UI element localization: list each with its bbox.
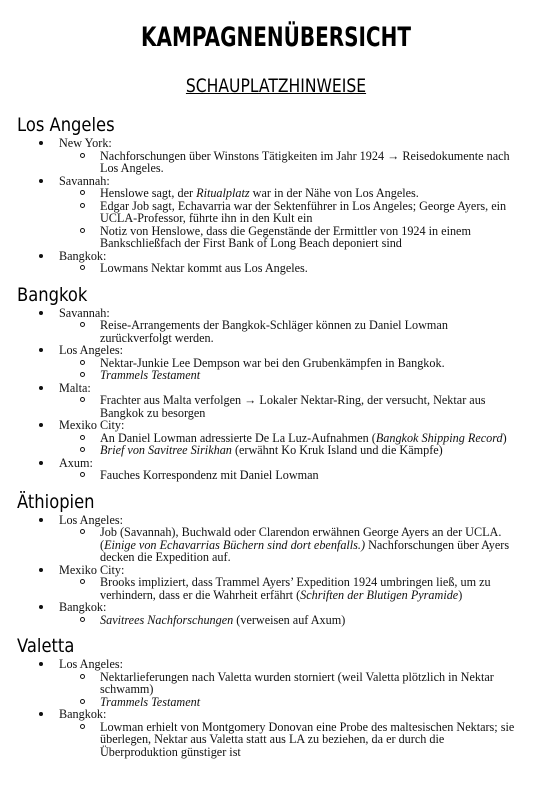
note-text: Frachter aus Malta verfolgen → Lokaler Nektar-Ring, der versucht, Nektar aus Bangkok zu besorgen <box>100 393 486 420</box>
location-name: Savannah: <box>59 175 552 188</box>
location-item <box>0 175 552 250</box>
location-item <box>0 137 552 175</box>
location-name: New York: <box>59 137 552 150</box>
clue-note <box>59 614 520 627</box>
section-heading: Äthiopien <box>17 490 95 513</box>
note-text: Nachforschungen über Winstons Tätigkeiten im Jahr 1924 → Reisedokumente nach Los Angeles. <box>100 148 510 175</box>
section-los-angeles <box>0 113 552 275</box>
note-text: ) <box>458 587 463 602</box>
note-text: Brooks impliziert, dass Trammel Ayers’ Expedition 1924 umbringen ließ, um zu verhindern, dass er die Wahrheit erfährt ( <box>100 575 491 602</box>
note-text: Lowmans Nektar kommt aus Los Angeles. <box>100 261 308 275</box>
note-text: ) <box>502 430 507 445</box>
location-item <box>0 601 552 626</box>
clue-note <box>59 721 520 759</box>
section-spacer <box>0 626 552 634</box>
location-item <box>0 658 552 708</box>
location-item <box>0 514 552 564</box>
clue-note <box>59 576 520 601</box>
location-name: Bangkok: <box>59 708 552 721</box>
clue-list <box>0 113 552 758</box>
location-item <box>0 250 552 275</box>
clue-note <box>59 225 520 250</box>
note-text: war in der Nähe von Los Angeles. <box>249 186 419 200</box>
note-italic-text: Einige von Echavarrias Büchern sind dort ebenfalls.) <box>104 537 366 552</box>
section-spacer <box>0 482 552 490</box>
clue-note <box>59 696 520 709</box>
clue-note <box>59 150 520 175</box>
note-text: Henslowe sagt, der <box>100 186 197 200</box>
page-subtitle: SCHAUPLATZHINWEISE <box>185 75 367 97</box>
note-text: Fauches Korrespondenz mit Daniel Lowman <box>100 468 319 482</box>
note-text: Nektar-Junkie Lee Dempson war bei den Grubenkämpfen in Bangkok. <box>100 355 445 370</box>
location-item <box>0 382 552 420</box>
section-heading: Bangkok <box>17 283 88 306</box>
clue-note <box>59 671 520 696</box>
location-item <box>0 708 552 758</box>
clue-note <box>59 319 520 344</box>
location-name: Axum: <box>59 457 552 470</box>
note-text: Notiz von Henslowe, dass die Gegenstände der Ermittler von 1924 in einem Bankschließfach der First Bank of Long Beach deponiert sind <box>100 223 471 250</box>
location-item <box>0 419 552 457</box>
location-item <box>0 307 552 345</box>
location-name: Bangkok: <box>59 250 552 263</box>
clue-note <box>59 200 520 225</box>
clue-note <box>59 369 520 382</box>
section-spacer <box>0 275 552 283</box>
note-text: An Daniel Lowman adressierte De La Luz-Aufnahmen ( <box>100 430 376 445</box>
location-name: Los Angeles: <box>59 658 552 671</box>
note-italic-text: Bangkok Shipping Record <box>375 430 503 445</box>
note-italic-text: Brief von Savitree Sirikhan <box>100 443 232 457</box>
location-name: Bangkok: <box>59 601 552 614</box>
clue-note <box>59 444 520 457</box>
page-title: KAMPAGNENÜBERSICHT <box>141 22 411 53</box>
location-name: Los Angeles: <box>59 344 552 357</box>
location-item <box>0 564 552 602</box>
note-text: Nachforschungen über Ayers decken die Expedition auf. <box>100 537 510 564</box>
note-text: Job (Savannah), Buchwald oder Clarendon erwähnen George Ayers an der UCLA. ( <box>100 525 502 552</box>
clue-note <box>59 469 520 482</box>
note-text: Lowman erhielt von Montgomery Donovan eine Probe des maltesischen Nektars; sie überlegen, Nektar aus Valetta statt aus LA zu beziehen, da er durch die Überproduktion günstiger ist <box>100 719 515 759</box>
section-valetta <box>0 634 552 758</box>
location-name: Malta: <box>59 382 552 395</box>
note-italic-text: Schriften der Blutigen Pyramide <box>300 587 459 602</box>
note-text: (erwähnt Ko Kruk Island und die Kämpfe) <box>231 443 443 457</box>
location-name: Los Angeles: <box>59 514 552 527</box>
note-text: Nektarlieferungen nach Valetta wurden storniert (weil Valetta plötzlich in Nektar schwamm) <box>100 669 494 696</box>
clue-note <box>59 394 520 419</box>
section-heading: Valetta <box>17 635 75 657</box>
section-äthiopien <box>0 490 552 627</box>
note-italic-text: Trammels Testament <box>100 368 201 382</box>
section-bangkok <box>0 283 552 482</box>
location-name: Mexiko City: <box>59 419 552 432</box>
note-text: Edgar Job sagt, Echavarria war der Sektenführer in Los Angeles; George Ayers, ein UCLA-Professor, führte ihn in den Kult ein <box>100 198 507 225</box>
note-italic-text: Savitrees Nachforschungen <box>100 612 234 627</box>
note-italic-text: Trammels Testament <box>100 694 201 709</box>
clue-note <box>59 262 520 275</box>
location-item <box>0 344 552 382</box>
location-item <box>0 457 552 482</box>
note-italic-text: Ritualplatz <box>196 186 250 200</box>
clue-note <box>59 526 520 564</box>
section-heading: Los Angeles <box>17 114 115 136</box>
location-name: Savannah: <box>59 307 552 320</box>
location-name: Mexiko City: <box>59 564 552 577</box>
note-text: (verweisen auf Axum) <box>233 612 346 627</box>
note-text: Reise-Arrangements der Bangkok-Schläger können zu Daniel Lowman zurückverfolgt werden. <box>100 318 448 345</box>
